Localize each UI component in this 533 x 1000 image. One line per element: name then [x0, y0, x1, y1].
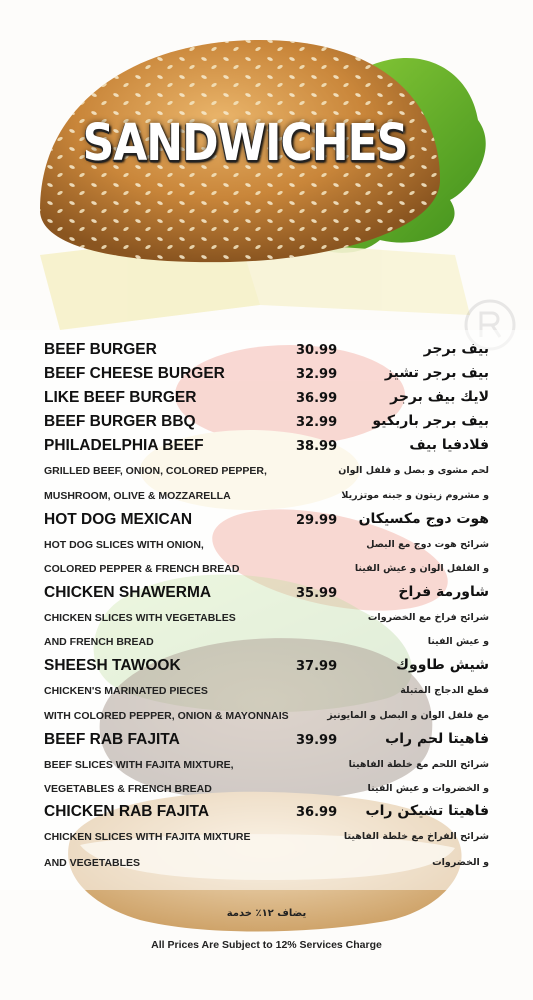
menu-item: [0, 361, 533, 385]
description-text: VEGETABLES & FRENCH BREAD: [44, 783, 212, 795]
item-description: [0, 678, 533, 702]
service-charge-note-arabic: يضاف ١٢٪ خدمة: [226, 908, 307, 919]
item-price: 29.99: [296, 513, 338, 528]
item-name: HOT DOG MEXICAN: [44, 511, 193, 528]
item-name-arabic: شيش طاووك: [396, 657, 489, 673]
item-name: BEEF BURGER BBQ: [44, 413, 196, 430]
description-text-arabic: و الخضروات و عيش الفينا: [367, 783, 489, 794]
description-text-arabic: شرائح فراخ مع الخضروات: [367, 612, 489, 623]
item-name: BEEF RAB FAJITA: [44, 731, 180, 748]
item-price: 37.99: [296, 659, 338, 674]
item-description: [0, 824, 533, 848]
item-name-arabic: هوت دوج مكسيكان: [358, 511, 489, 527]
description-text-arabic: و الخضروات: [432, 857, 489, 868]
item-name-arabic: فاهيتا تشيكن راب: [365, 803, 489, 819]
item-name: CHICKEN RAB FAJITA: [44, 803, 210, 820]
item-name: BEEF BURGER: [44, 341, 157, 358]
item-name-arabic: لايك بيف برجر: [390, 389, 489, 405]
item-price: 32.99: [296, 415, 338, 430]
item-name-arabic: شاورمة فراخ: [398, 584, 489, 600]
description-text: GRILLED BEEF, ONION, COLORED PEPPER,: [44, 465, 267, 477]
menu-item: [0, 337, 533, 361]
description-text-arabic: شرائح اللحم مع خلطة الفاهيتا: [348, 759, 489, 770]
item-price: 39.99: [296, 733, 338, 748]
item-name-arabic: بيف برجر: [423, 341, 489, 357]
description-text-arabic: قطع الدجاج المتبلة: [400, 685, 489, 696]
description-text: AND VEGETABLES: [44, 857, 141, 869]
menu-item: [0, 385, 533, 409]
item-name-arabic: فلادفيا بيف: [409, 437, 489, 453]
description-text-arabic: شرائح هوت دوج مع البصل: [366, 539, 489, 550]
item-price: 30.99: [296, 343, 338, 358]
description-text-arabic: و الفلفل الوان و عيش الفينا: [354, 563, 489, 574]
item-name: LIKE BEEF BURGER: [44, 389, 197, 406]
item-name: BEEF CHEESE BURGER: [44, 365, 225, 382]
item-description: [0, 752, 533, 776]
item-price: 36.99: [296, 805, 338, 820]
menu-item: [0, 507, 533, 531]
item-name: SHEESH TAWOOK: [44, 657, 181, 674]
page-title: SANDWICHES: [82, 114, 408, 173]
item-description: [0, 483, 533, 507]
item-description: [0, 532, 533, 556]
item-name: CHICKEN SHAWERMA: [44, 584, 212, 601]
item-name-arabic: فاهيتا لحم راب: [385, 731, 489, 747]
item-description: [0, 556, 533, 580]
menu-item: [0, 433, 533, 457]
description-text: CHICKEN SLICES WITH FAJITA MIXTURE: [44, 831, 251, 843]
description-text-arabic: لحم مشوى و بصل و فلفل الوان: [338, 465, 489, 476]
description-text: AND FRENCH BREAD: [44, 636, 154, 648]
description-text: CHICKEN SLICES WITH VEGETABLES: [44, 612, 236, 624]
item-description: [0, 605, 533, 629]
description-text: HOT DOG SLICES WITH ONION,: [44, 539, 204, 551]
description-text: WITH COLORED PEPPER, ONION & MAYONNAIS: [44, 710, 289, 722]
description-text-arabic: شرائح الفراخ مع خلطة الفاهيتا: [343, 831, 489, 842]
menu-item: [0, 409, 533, 433]
item-name: PHILADELPHIA BEEF: [44, 437, 204, 454]
service-charge-note: All Prices Are Subject to 12% Services Charge: [151, 939, 382, 951]
item-price: 38.99: [296, 439, 338, 454]
description-text: CHICKEN'S MARINATED PIECES: [44, 685, 208, 697]
item-price: 35.99: [296, 586, 338, 601]
item-price: 36.99: [296, 391, 338, 406]
item-name-arabic: بيف برجر تشيز: [384, 365, 489, 381]
description-text-arabic: و عيش الفينا: [427, 636, 489, 647]
item-description: [0, 703, 533, 727]
menu-item: [0, 799, 533, 823]
menu-item: [0, 580, 533, 604]
menu-item: [0, 653, 533, 677]
menu-item: [0, 727, 533, 751]
description-text-arabic: مع فلفل الوان و البصل و المايونيز: [327, 710, 489, 721]
item-description: [0, 850, 533, 874]
item-description: [0, 458, 533, 482]
item-description: [0, 776, 533, 800]
item-name-arabic: بيف برجر باربكيو: [372, 413, 489, 429]
item-description: [0, 629, 533, 653]
description-text: COLORED PEPPER & FRENCH BREAD: [44, 563, 240, 575]
description-text-arabic: و مشروم زيتون و جبنه موتزريلا: [341, 490, 489, 501]
description-text: MUSHROOM, OLIVE & MOZZARELLA: [44, 490, 231, 502]
item-price: 32.99: [296, 367, 338, 382]
description-text: BEEF SLICES WITH FAJITA MIXTURE,: [44, 759, 234, 771]
